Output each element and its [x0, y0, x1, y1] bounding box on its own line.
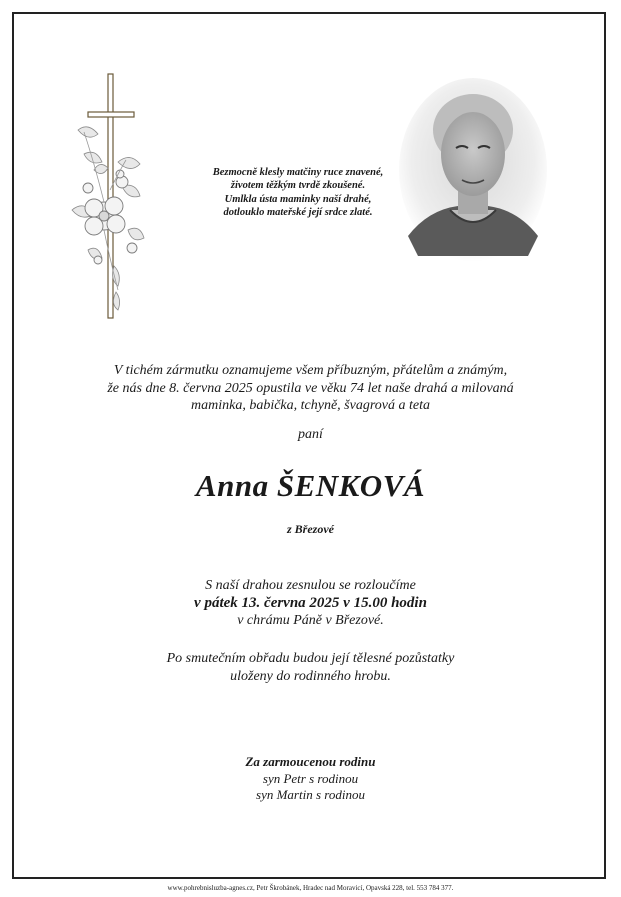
poem: [196, 166, 400, 220]
burial-line: uloženy do rodinného hrobu.: [230, 668, 391, 684]
poem-line: životem těžkým tvrdě zkoušené.: [230, 180, 366, 192]
family-signature: [0, 754, 621, 804]
farewell-place: v chrámu Páně v Březové.: [237, 613, 384, 628]
deceased-name: Anna ŠENKOVÁ: [195, 468, 426, 503]
announcement-line: že nás dne 8. června 2025 opustila ve věku 74 let naše drahá a milovaná: [107, 380, 514, 396]
footer-contact: www.pohrebnisluzba-agnes.cz, Petr Škrobánek, Hradec nad Moravicí, Opavská 228, tel. 553 784 377.: [167, 884, 454, 892]
farewell-info: [0, 577, 621, 630]
burial-info: [0, 650, 621, 685]
family-heading: Za zarmoucenou rodinu: [245, 754, 376, 769]
announcement-line: V tichém zármutku oznamujeme všem příbuzným, přátelům a známým,: [113, 363, 508, 378]
poem-line: Umlkla ústa maminky naší drahé,: [224, 193, 372, 205]
honorific: paní: [298, 427, 323, 442]
announcement-line: maminka, babička, tchyně, švagrová a teta: [191, 398, 430, 413]
announcement-text: [60, 362, 561, 415]
portrait-photo: [398, 76, 548, 264]
burial-line: Po smutečním obřadu budou její tělesné pozůstatky: [166, 651, 455, 666]
poem-line: Bezmocně klesly matčiny ruce znavené,: [212, 167, 384, 178]
family-member: syn Martin s rodinou: [256, 787, 365, 802]
family-member: syn Petr s rodinou: [262, 770, 359, 786]
farewell-intro: S naší drahou zesnulou se rozloučíme: [205, 578, 416, 593]
farewell-datetime: v pátek 13. června 2025 v 15.00 hodin: [194, 594, 427, 611]
poem-line: dotlouklo mateřské její srdce zlaté.: [223, 207, 373, 219]
cross-with-flowers-icon: [58, 70, 158, 322]
deceased-origin: z Březové: [287, 522, 334, 536]
